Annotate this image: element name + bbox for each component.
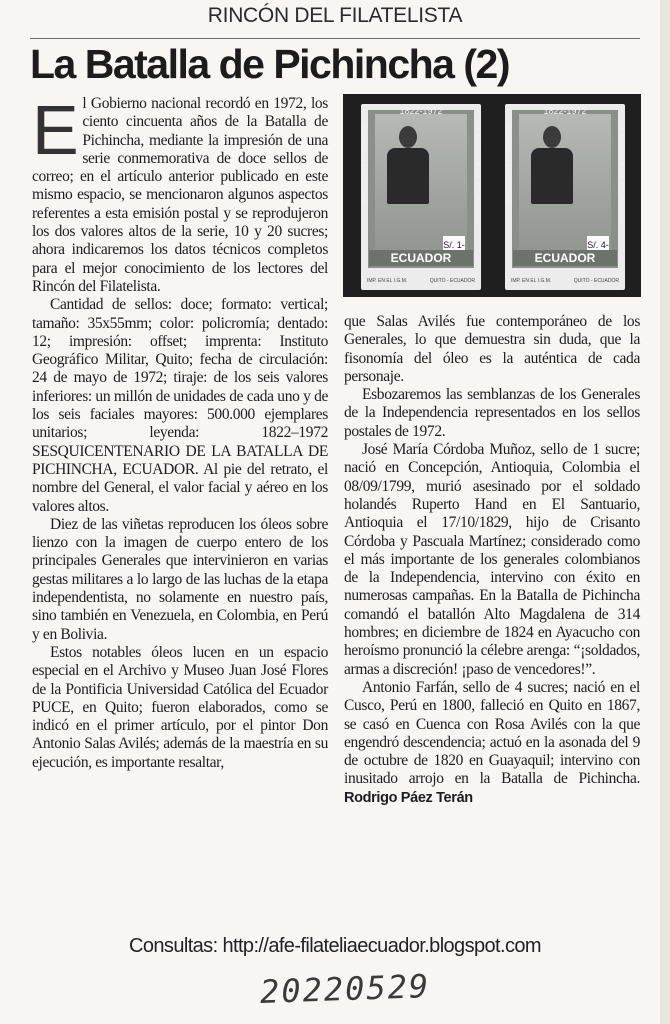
left-column [32,91,328,772]
stamp-years: 1822-1972 [543,106,587,116]
stamp-1-sucre [361,104,481,290]
right-column [344,313,640,807]
handwritten-date: 20220529 [259,967,431,1011]
stamp-country: ECUADOR [513,250,617,266]
dropcap: E [32,91,79,169]
paragraph: José María Córdoba Muñoz, sello de 1 sucre; nació en Concepción, Antioquia, Colombia el 08/09/1799, murió asesinado por el soldado holandés Ruperto Hand en El Santuario, Antioquia el 17/10/1829, hijo de Crisanto Córdoba y Pascuala Martínez; considerado como el más importante de los generales colombianos de la Independencia, intervino con éxito en numerosas campañas. En la Batalla de Pichincha comandó el batallón Alto Magdalena de 314 hombres; en diciembre de 1824 en Ayacucho con heroísmo pronunció la célebre arenga: “¡soldados, armas a discreción! ¡paso de vencedores!”. [344,441,640,678]
page-edge [660,0,670,1024]
paragraph: El Gobierno nacional recordó en 1972, los ciento cincuenta años de la Batalla de Pichincha, mediante la impresión de una serie conmemorativa de doce sellos de correo; en el artículo anterior publicado en este mismo espacio, se mencionaron algunos aspectos referentes a esta emisión postal y se reprodujeron los dos valores altos de la serie, 10 y 20 sucres; ahora indicaremos los datos técnicos completos para el mejor conocimiento de los lectores del Rincón del Filatelista. [32,91,328,295]
paragraph: Esbozaremos las semblanzas de los Generales de la Independencia representados en los sellos postales de 1972. [344,386,640,440]
stamp-side-left: SESQUICENTENARIO [361,122,368,203]
section-title: RINCÓN DEL FILATELISTA [207,4,463,27]
paragraph: Estos notables óleos lucen en un espacio especial en el Archivo y Museo Juan José Flores de la Pontificia Universidad Católica del Ecuador PUCE, en Quito; fueron elaborados, como se indicó en el primer artículo, por el pintor Don Antonio Salas Avilés; además de la maestría en su ejecución, es importante resaltar, [32,643,328,771]
stamp-years: 1822-1972 [399,106,443,116]
general-portrait-icon [543,126,561,148]
stamp-country: ECUADOR [369,250,473,266]
stamps-photo [343,94,641,297]
general-uniform-icon [387,148,429,204]
paragraph: Antonio Farfán, sello de 4 sucres; nació en el Cusco, Perú en 1800, falleció en Quito en 1867, se casó en Cuenca con Rosa Avilés con la que engendró descendencia; actuó en la asonada del 9 de octubre de 1820 en Guayaquil; intervino con inusitado arrojo en la Batalla de Pichincha. Rodrigo Páez Terán [344,678,640,806]
headline: La Batalla de Pichincha (2) [30,41,509,87]
general-portrait-icon [399,126,417,148]
stamp-4-sucres [505,104,625,290]
consultas-footer: Consultas: http://afe-filateliaecuador.blogspot.com [129,935,541,957]
stamp-value: S/. 1- [443,236,465,254]
title-rule [30,38,640,39]
general-uniform-icon [531,148,573,204]
paragraph: Cantidad de sellos: doce; formato: vertical; tamaño: 35x55mm; color: policromía; dentado: 12; impresión: offset; imprenta: Instituto Geográfico Militar, Quito; fecha de circulación: 24 de mayo de 1972; tiraje: de los seis valores inferiores: un millón de unidades de cada uno y de los seis faciales mayores: 500.000 ejemplares unitarios; leyenda: 1822–1972 SESQUICENTENARIO DE LA BATALLA DE PICHINCHA, ECUADOR. Al pie del retrato, el nombre del General, el valor facial y aéreo en los valores altos. [32,296,328,515]
stamp-imprint: IMP. EN EL I.G.M. QUITO - ECUADOR [367,278,475,284]
paragraph: Diez de las viñetas reproducen los óleos sobre lienzo con la imagen de cuerpo entero de los principales Generales que intervinieron en varias gestas militares a lo largo de las luchas de la etapa independentista, no solamente en nuestro país, sino también en Venezuela, en Colombia, en Perú y en Bolivia. [32,515,328,643]
stamp-value: S/. 4- [587,236,609,254]
paragraph: que Salas Avilés fue contemporáneo de los Generales, lo que demuestra sin duda, que la fisonomía del óleo es la auténtica de cada personaje. [344,313,640,385]
stamp-side-right: LA BATALLA DE PICHINCHA [618,122,625,226]
byline: Rodrigo Páez Terán [344,789,473,806]
stamp-imprint: IMP. EN EL I.G.M. QUITO - ECUADOR [511,278,619,284]
stamp-side-right: LA BATALLA DE PICHINCHA [474,122,481,226]
stamp-side-left: SESQUICENTENARIO [505,122,512,203]
